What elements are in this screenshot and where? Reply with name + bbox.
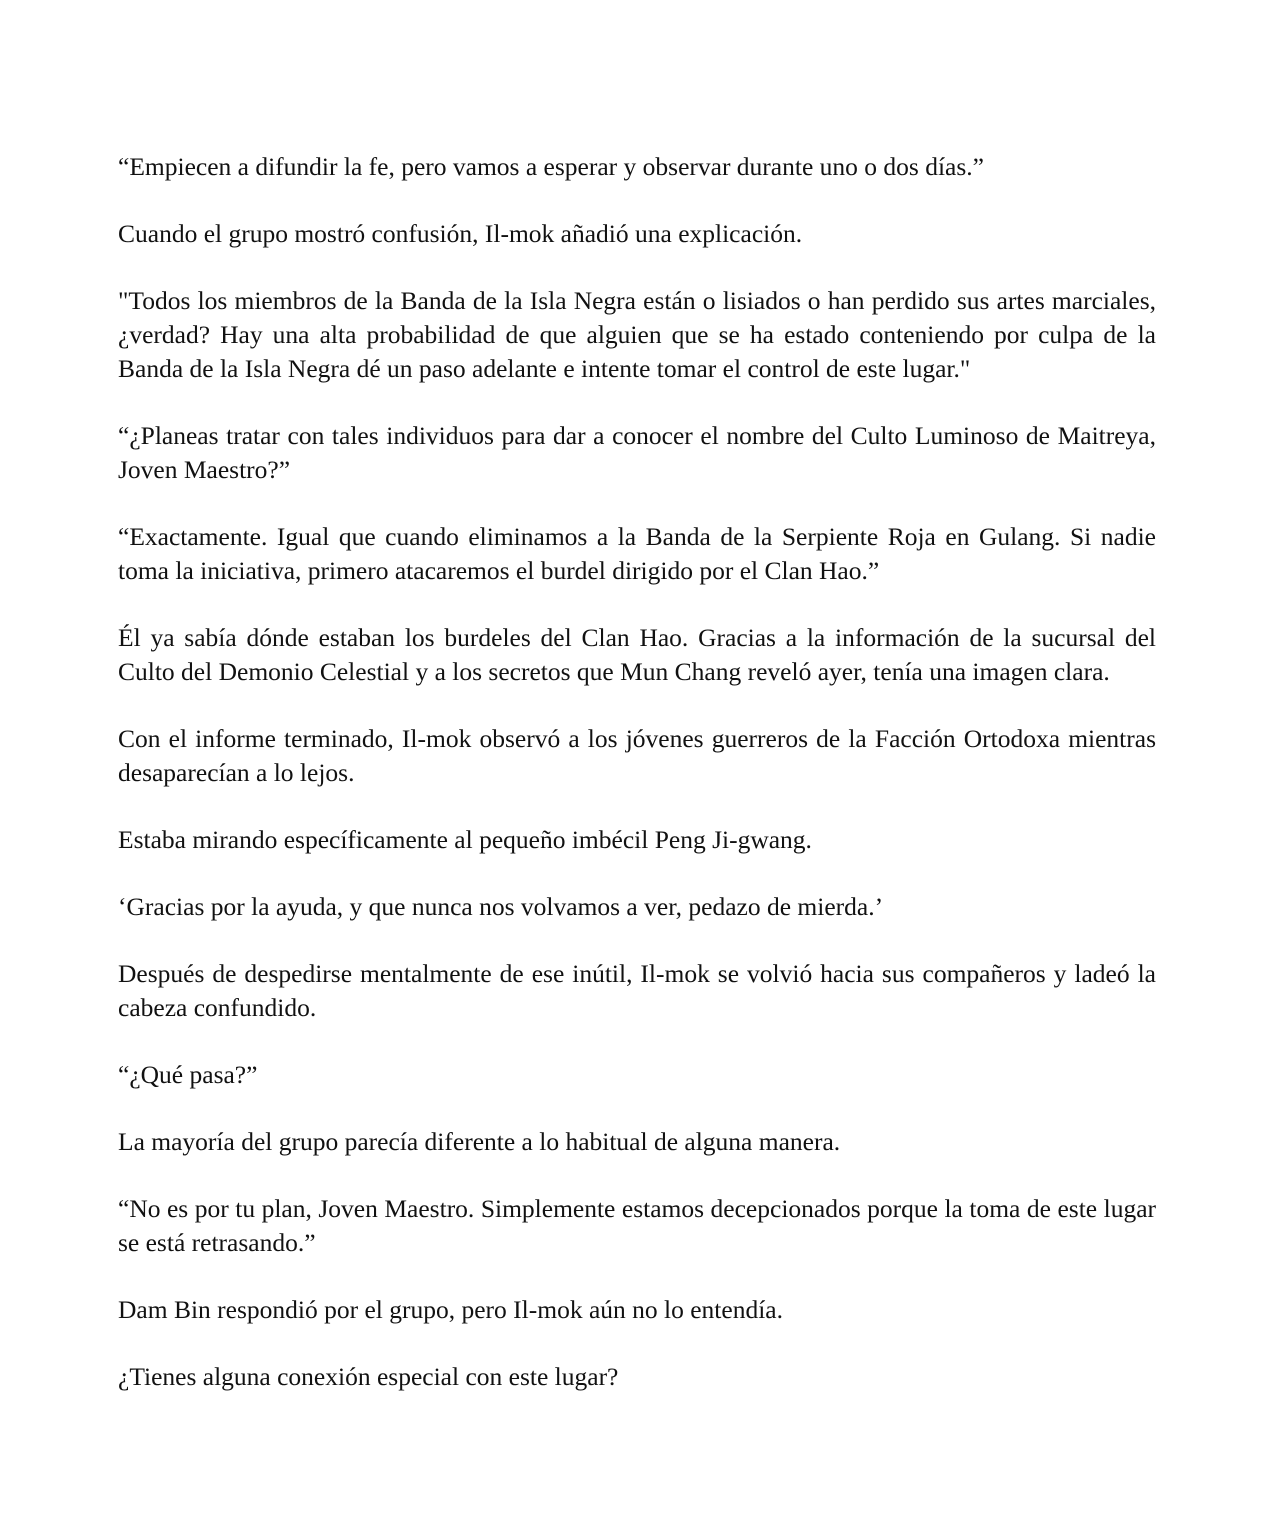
- paragraph: Estaba mirando específicamente al pequeño imbécil Peng Ji-gwang.: [118, 825, 812, 854]
- document-page: [118, 150, 1156, 1394]
- paragraph: Con el informe terminado, Il-mok observó a los jóvenes guerreros de la Facción Ortodoxa mientras desaparecían a lo lejos.: [118, 724, 1156, 787]
- paragraph: “¿Qué pasa?”: [118, 1060, 258, 1089]
- paragraph: “Exactamente. Igual que cuando eliminamos a la Banda de la Serpiente Roja en Gulang. Si nadie toma la iniciativa, primero atacaremos el burdel dirigido por el Clan Hao.”: [118, 522, 1156, 585]
- paragraph: La mayoría del grupo parecía diferente a lo habitual de alguna manera.: [118, 1127, 841, 1156]
- paragraph: Después de despedirse mentalmente de ese inútil, Il-mok se volvió hacia sus compañeros y ladeó la cabeza confundido.: [118, 959, 1156, 1022]
- paragraph: “No es por tu plan, Joven Maestro. Simplemente estamos decepcionados porque la toma de este lugar se está retrasando.”: [118, 1194, 1156, 1257]
- paragraph: “Empiecen a difundir la fe, pero vamos a esperar y observar durante uno o dos días.”: [118, 152, 984, 181]
- paragraph: "Todos los miembros de la Banda de la Isla Negra están o lisiados o han perdido sus artes marciales, ¿verdad? Hay una alta probabilidad de que alguien que se ha estado conteniendo por culpa de la Banda de la Isla Negra dé un paso adelante e intente tomar el control de este lugar.": [118, 286, 1156, 383]
- paragraph: “¿Planeas tratar con tales individuos para dar a conocer el nombre del Culto Luminoso de Maitreya, Joven Maestro?”: [118, 421, 1156, 484]
- paragraph: Dam Bin respondió por el grupo, pero Il-mok aún no lo entendía.: [118, 1295, 783, 1324]
- paragraph: ‘Gracias por la ayuda, y que nunca nos volvamos a ver, pedazo de mierda.’: [118, 892, 884, 921]
- paragraph: ¿Tienes alguna conexión especial con este lugar?: [118, 1362, 619, 1391]
- paragraph: Él ya sabía dónde estaban los burdeles del Clan Hao. Gracias a la información de la sucursal del Culto del Demonio Celestial y a los secretos que Mun Chang reveló ayer, tenía una imagen clara.: [118, 623, 1156, 686]
- paragraph: Cuando el grupo mostró confusión, Il-mok añadió una explicación.: [118, 219, 803, 248]
